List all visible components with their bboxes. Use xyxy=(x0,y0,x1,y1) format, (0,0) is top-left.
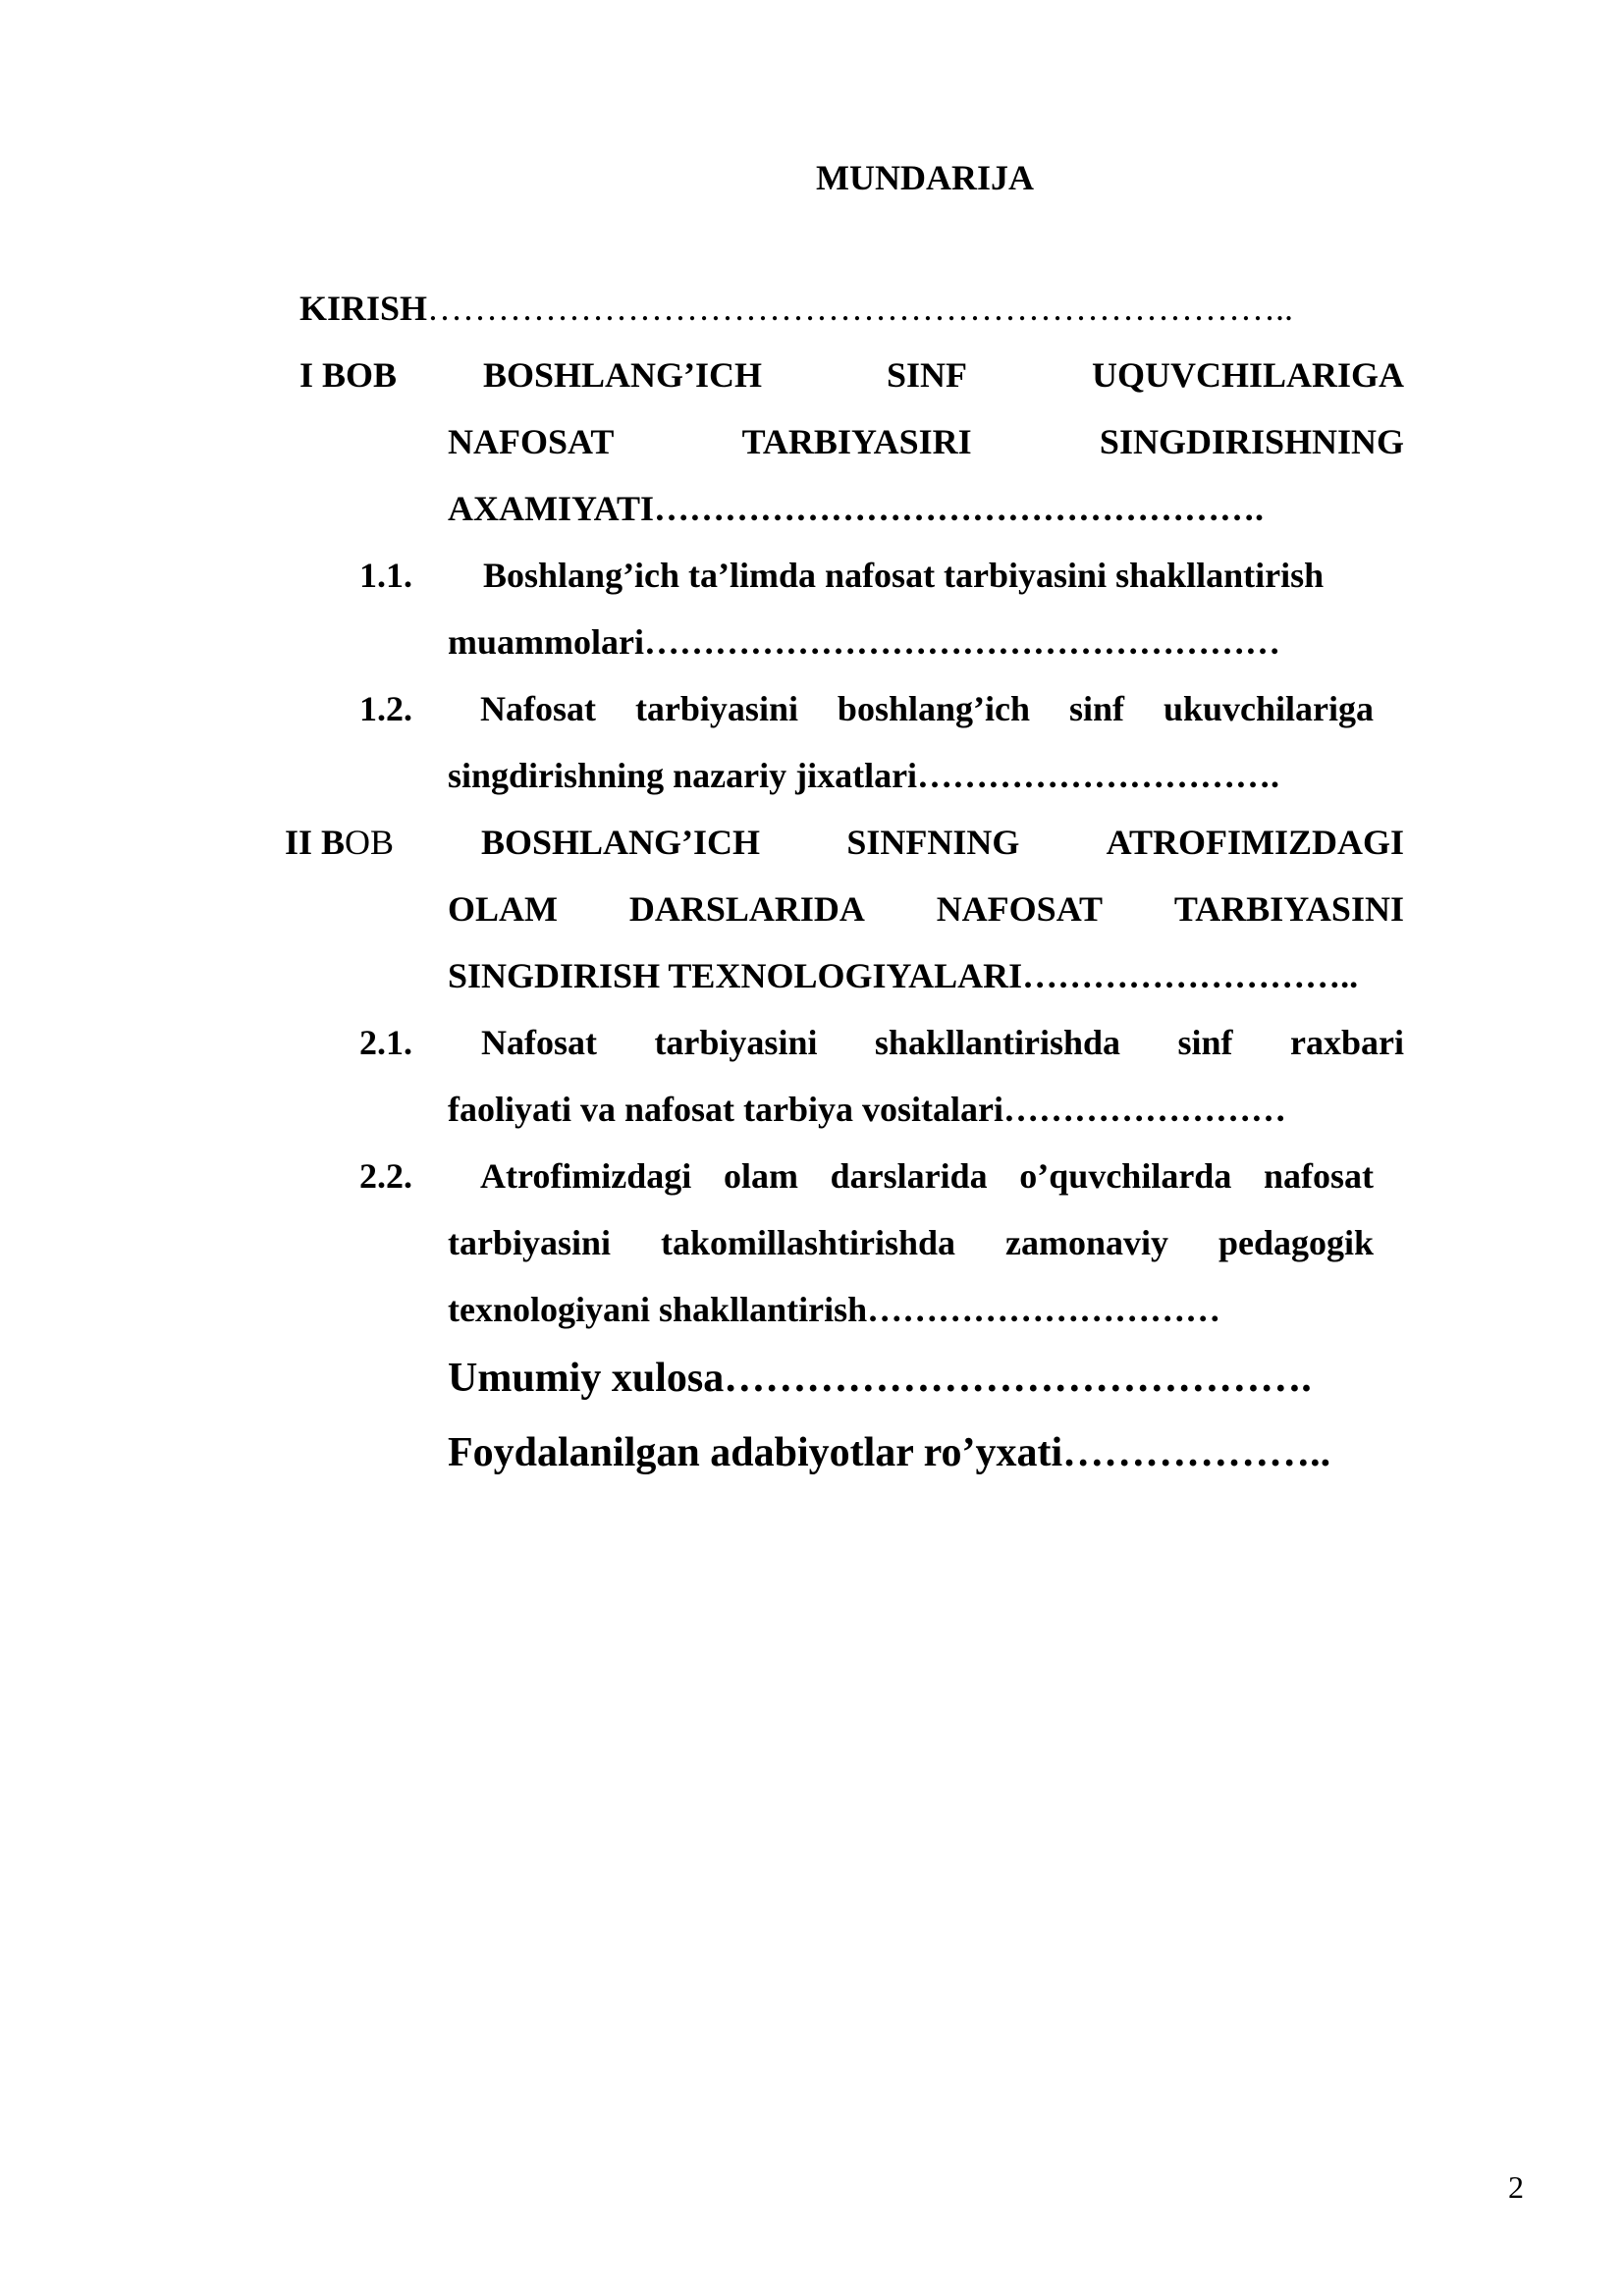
chapter-1-title-line-1[interactable] xyxy=(483,353,1404,397)
toc-leader-dots: ……………………………………………………………….. xyxy=(427,289,1294,328)
word: tarbiyasini xyxy=(448,1223,612,1262)
word: SINF xyxy=(886,355,968,395)
toc-entry-label: KIRISH xyxy=(299,289,428,328)
word: Nafosat xyxy=(480,689,596,728)
word: tarbiyasini xyxy=(634,689,798,728)
word: nafosat xyxy=(1263,1156,1374,1196)
word: zamonaviy xyxy=(1005,1223,1168,1262)
word: pedagogik xyxy=(1218,1223,1374,1262)
word: SINGDIRISHNING xyxy=(1099,422,1404,461)
section-2-1-title-line-1[interactable] xyxy=(481,1021,1404,1064)
word: TARBIYASIRI xyxy=(741,422,972,461)
section-1-1-number: 1.1. xyxy=(359,556,412,595)
word: BOSHLANG’ICH xyxy=(483,355,763,395)
section-2-2-title-line-2[interactable] xyxy=(448,1221,1374,1264)
word: olam xyxy=(723,1156,798,1196)
word: boshlang’ich xyxy=(837,689,1030,728)
word: SINFNING xyxy=(846,823,1020,862)
chapter-2-label-bold: II B xyxy=(285,823,346,862)
word: shakllantirishda xyxy=(874,1023,1121,1062)
page-number: 2 xyxy=(1508,2169,1524,2205)
section-2-1-title-line-2[interactable]: faoliyati va nafosat tarbiya vositalari…………………… xyxy=(448,1090,1286,1129)
word: OLAM xyxy=(448,889,558,929)
word: tarbiyasini xyxy=(654,1023,818,1062)
section-2-2-title-line-3[interactable]: texnologiyani shakllantirish………………………… xyxy=(448,1290,1221,1329)
section-1-2-title-line-2[interactable]: singdirishning nazariy jixatlari…………………………. xyxy=(448,756,1280,795)
chapter-2-title-line-3[interactable]: SINGDIRISH TEXNOLOGIYALARI……………………….. xyxy=(448,956,1359,995)
section-1-2-title-line-1[interactable] xyxy=(480,687,1374,730)
section-2-2-number: 2.2. xyxy=(359,1156,412,1196)
word: sinf xyxy=(1177,1023,1233,1062)
word: ukuvchilariga xyxy=(1163,689,1374,728)
section-2-1-number: 2.1. xyxy=(359,1023,412,1062)
word: UQUVCHILARIGA xyxy=(1091,355,1404,395)
toc-entry-bibliography[interactable]: Foydalanilgan adabiyotlar ro’yxati……………….. xyxy=(448,1430,1331,1475)
word: BOSHLANG’ICH xyxy=(481,823,761,862)
word: TARBIYASINI xyxy=(1173,889,1404,929)
word: sinf xyxy=(1068,689,1124,728)
chapter-2-title-line-1[interactable] xyxy=(481,821,1404,864)
word: ATROFIMIZDAGI xyxy=(1106,823,1404,862)
word: Atrofimizdagi xyxy=(480,1156,692,1196)
word: darslarida xyxy=(830,1156,988,1196)
chapter-2-label-regular: OB xyxy=(345,823,395,862)
word: takomillashtirishda xyxy=(660,1223,956,1262)
chapter-2-label xyxy=(285,821,394,864)
chapter-1-title-line-3[interactable]: AXAMIYATI……………………………………………. xyxy=(448,489,1265,528)
toc-entry-conclusion[interactable]: Umumiy xulosa……………………………………. xyxy=(448,1356,1312,1401)
page-title: MUNDARIJA xyxy=(816,158,1034,197)
toc-entry-kirish[interactable] xyxy=(299,287,1293,330)
section-1-1-title-line-1[interactable]: Boshlang’ich ta’limda nafosat tarbiyasini shakllantirish xyxy=(483,556,1325,595)
chapter-2-title-line-2[interactable] xyxy=(448,887,1404,931)
word: DARSLARIDA xyxy=(628,889,865,929)
word: Nafosat xyxy=(481,1023,597,1062)
section-1-1-title-line-2[interactable]: muammolari……………………………………………… xyxy=(448,622,1280,662)
section-2-2-title-line-1[interactable] xyxy=(480,1154,1374,1198)
chapter-1-label: I BOB xyxy=(299,355,398,395)
word: NAFOSAT xyxy=(448,422,615,461)
chapter-1-title-line-2[interactable] xyxy=(448,420,1404,463)
word: NAFOSAT xyxy=(936,889,1104,929)
word: raxbari xyxy=(1289,1023,1404,1062)
section-1-2-number: 1.2. xyxy=(359,689,412,728)
word: o’quvchilarda xyxy=(1019,1156,1232,1196)
